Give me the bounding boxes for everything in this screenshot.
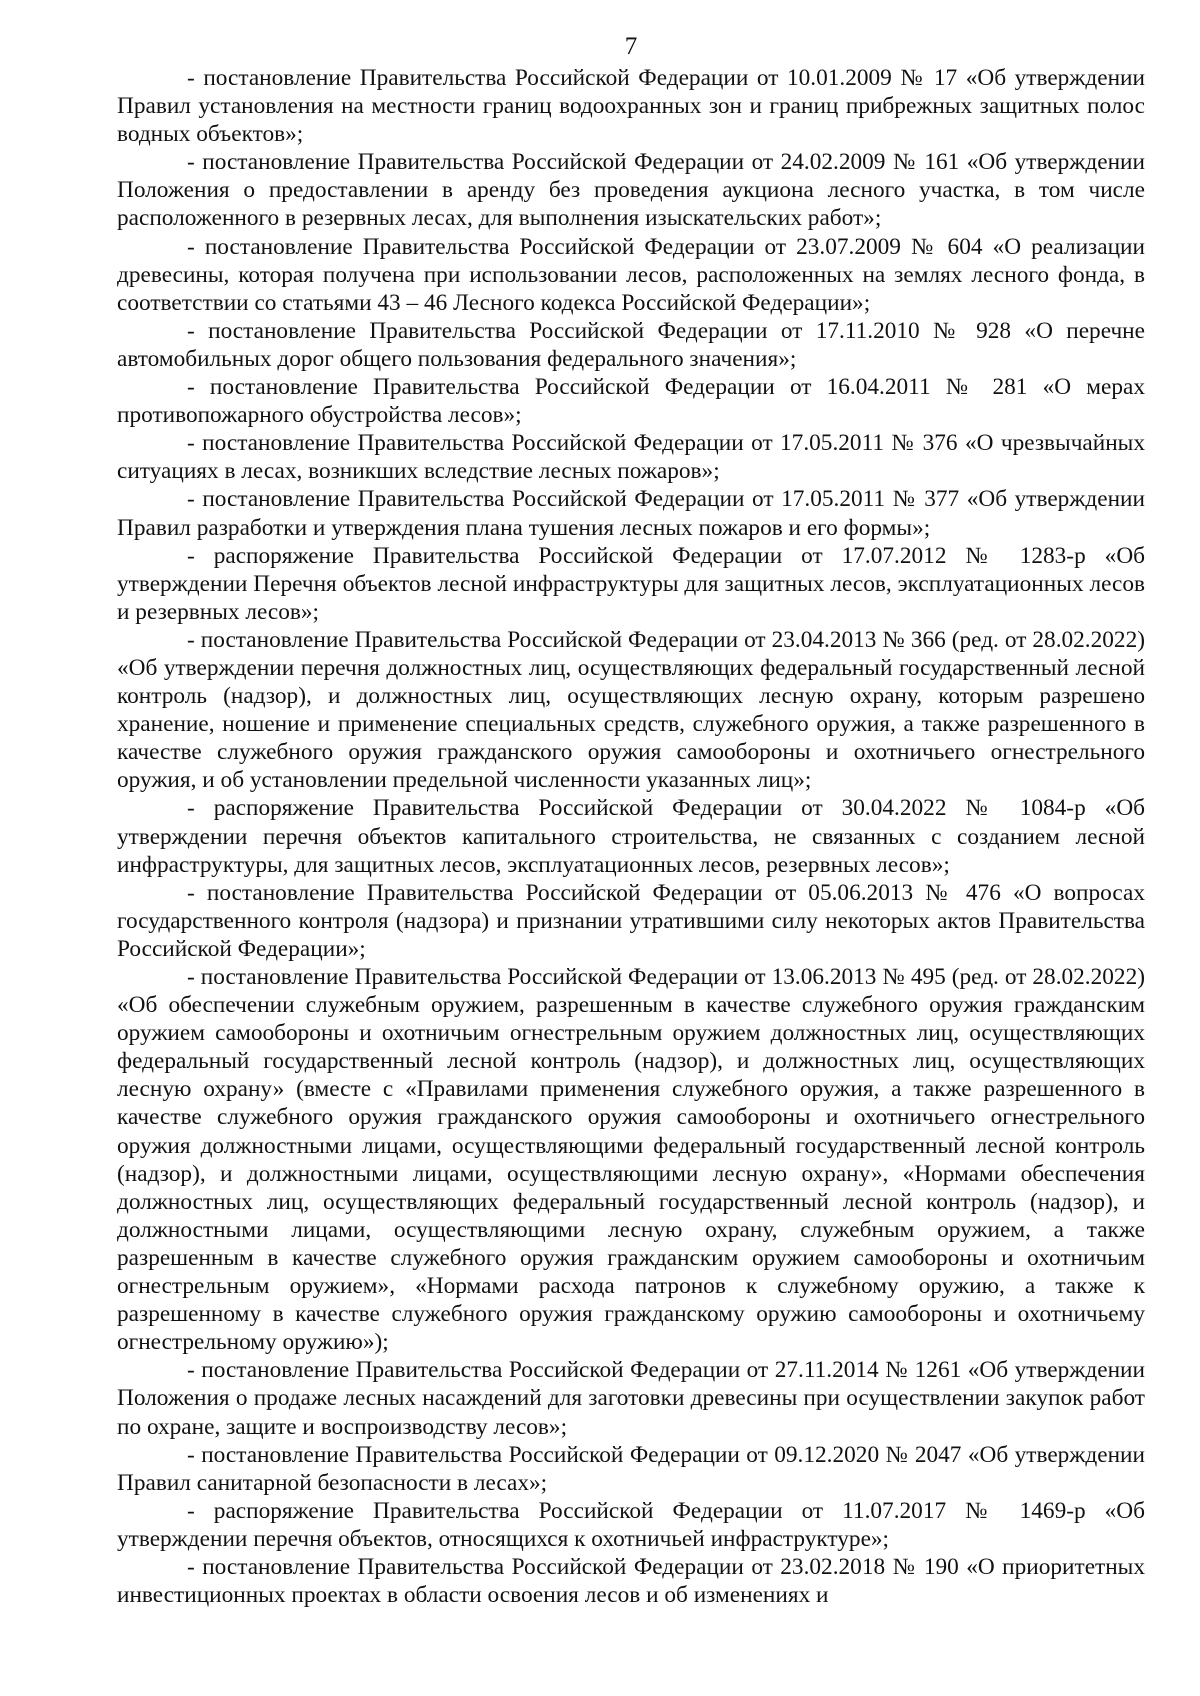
page-number: 7: [624, 33, 638, 60]
list-item: - постановление Правительства Российской Федерации от 05.06.2013 № 476 «О вопросах государственного контроля (надзора) и признании утратившими силу некоторых актов Правительства Российской Федерации»;: [117, 879, 1145, 962]
list-item: - распоряжение Правительства Российской Федерации от 17.07.2012 № 1283-р «Об утверждении Перечня объектов лесной инфраструктуры для защитных лесов, эксплуатационных лесов и резервных лесов»;: [117, 542, 1145, 625]
document-page: [117, 34, 1145, 1609]
list-item: - постановление Правительства Российской Федерации от 17.05.2011 № 376 «О чрезвычайных ситуациях в лесах, возникших вследствие лесных пожаров»;: [117, 430, 1145, 485]
list-item: - постановление Правительства Российской Федерации от 17.05.2011 № 377 «Об утверждении Правил разработки и утверждения плана тушения лесных пожаров и его формы»;: [117, 486, 1145, 541]
list-item: - постановление Правительства Российской Федерации от 27.11.2014 № 1261 «Об утверждении Положения о продаже лесных насаждений для заготовки древесины при осуществлении закупок работ по охране, защите и воспроизводству лесов»;: [117, 1357, 1145, 1440]
list-item: - постановление Правительства Российской Федерации от 23.04.2013 № 366 (ред. от 28.02.2022) «Об утверждении перечня должностных лиц, осуществляющих федеральный государственный лесной контроль (надзор), и должностных лиц, осуществляющих лесную охрану, которым разрешено хранение, ношение и применение специальных средств, служебного оружия, а также разрешенного в качестве служебного оружия гражданского оружия самообороны и охотничьего огнестрельного оружия, и об установлении предельной численности указанных лиц»;: [117, 626, 1145, 794]
list-item: - постановление Правительства Российской Федерации от 13.06.2013 № 495 (ред. от 28.02.2022) «Об обеспечении служебным оружием, разрешенным в качестве служебного оружия гражданским оружием самообороны и охотничьим огнестрельным оружием должностных лиц, осуществляющих федеральный государственный лесной контроль (надзор), и должностных лиц, осуществляющих лесную охрану» (вместе с «Правилами применения служебного оружия, а также разрешенного в качестве служебного оружия гражданского оружия самообороны и охотничьего огнестрельного оружия должностными лицами, осуществляющими федеральный государственный лесной контроль (надзор), и должностными лицами, осуществляющими лесную охрану», «Нормами обеспечения должностных лиц, осуществляющих федеральный государственный лесной контроль (надзор), и должностными лицами, осуществляющими лесную охрану, служебным оружием, а также разрешенным в качестве служебного оружия гражданским оружием самообороны и охотничьим огнестрельным оружием», «Нормами расхода патронов к служебному оружию, а также к разрешенному в качестве служебного оружия гражданскому оружию самообороны и охотничьему огнестрельному оружию»);: [117, 964, 1145, 1356]
list-item: - постановление Правительства Российской Федерации от 10.01.2009 № 17 «Об утверждении Правил установления на местности границ водоохранных зон и границ прибрежных защитных полос водных объектов»;: [117, 65, 1145, 148]
list-item: - постановление Правительства Российской Федерации от 09.12.2020 № 2047 «Об утверждении Правил санитарной безопасности в лесах»;: [117, 1441, 1145, 1496]
list-item: - постановление Правительства Российской Федерации от 24.02.2009 № 161 «Об утверждении Положения о предоставлении в аренду без проведения аукциона лесного участка, в том числе расположенного в резервных лесах, для выполнения изыскательских работ»;: [117, 149, 1145, 232]
list-item: - постановление Правительства Российской Федерации от 17.11.2010 № 928 «О перечне автомобильных дорог общего пользования федерального значения»;: [117, 317, 1145, 372]
list-item: - постановление Правительства Российской Федерации от 23.02.2018 № 190 «О приоритетных инвестиционных проектах в области освоения лесов и об изменениях и: [117, 1553, 1145, 1609]
list-item: - постановление Правительства Российской Федерации от 16.04.2011 № 281 «О мерах противопожарного обустройства лесов»;: [117, 374, 1145, 429]
paragraph-list: [117, 64, 1145, 1609]
list-item: - постановление Правительства Российской Федерации от 23.07.2009 № 604 «О реализации древесины, которая получена при использовании лесов, расположенных на землях лесного фонда, в соответствии со статьями 43 – 46 Лесного кодекса Российской Федерации»;: [117, 233, 1145, 316]
list-item: - распоряжение Правительства Российской Федерации от 11.07.2017 № 1469-р «Об утверждении перечня объектов, относящихся к охотничьей инфраструктуре»;: [117, 1497, 1145, 1552]
list-item: - распоряжение Правительства Российской Федерации от 30.04.2022 № 1084-р «Об утверждении перечня объектов капитального строительства, не связанных с созданием лесной инфраструктуры, для защитных лесов, эксплуатационных лесов, резервных лесов»;: [117, 795, 1145, 878]
